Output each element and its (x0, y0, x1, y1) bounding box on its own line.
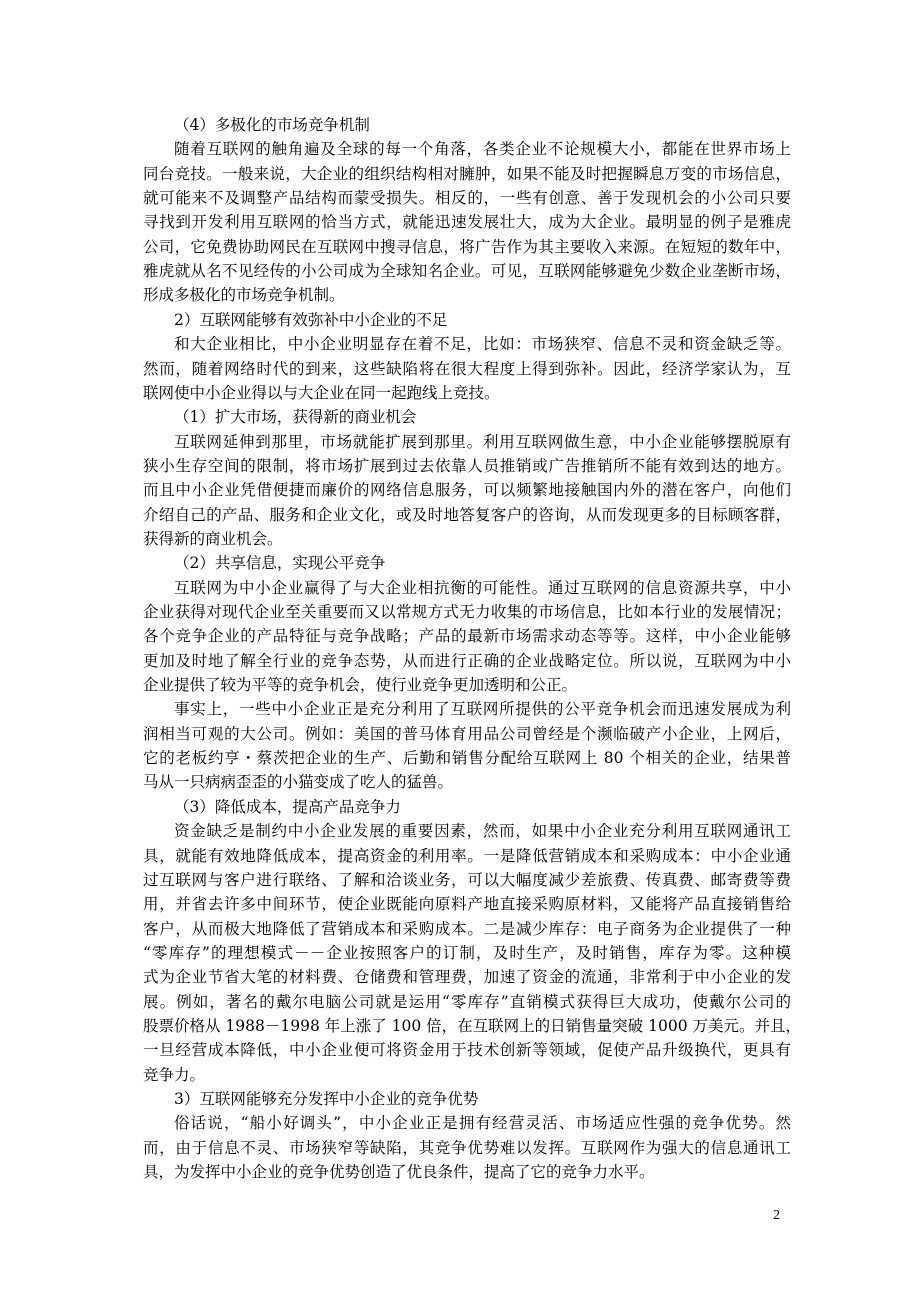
text-line: 然而，随着网络时代的到来，这些缺陷将在很大程度上得到弥补。因此，经济学家认为，互 (143, 359, 791, 378)
text-line: 和大企业相比，中小企业明显存在着不足，比如：市场狭窄、信息不灵和资金缺乏等。 (174, 335, 791, 354)
text-line: 联网使中小企业得以与大企业在同一起跑线上竞技。 (143, 383, 500, 402)
text-line: 它的老板约亨・蔡茨把企业的生产、后勤和销售分配给互联网上 80 个相关的企业，结果普 (143, 749, 791, 768)
text-line: 一旦经营成本降低，中小企业便可将资金用于技术创新等领域，促使产品升级换代，更具有 (143, 1041, 791, 1060)
text-line: 狭小生存空间的限制，将市场扩展到过去依靠人员推销或广告推销所不能有效到达的地方。 (143, 456, 791, 475)
text-line: 2）互联网能够有效弥补中小企业的不足 (174, 310, 448, 329)
text-line: 股票价格从 1988－1998 年上涨了 100 倍，在互联网上的日销售量突破 1000 万美元。并且， (143, 1016, 801, 1035)
text-line: 寻找到开发利用互联网的恰当方式，就能迅速发展壮大，成为大企业。最明显的例子是雅虎 (143, 213, 791, 232)
text-line: 润相当可观的大公司。例如：美国的普马体育用品公司曾经是个濒临破产小企业，上网后， (143, 724, 791, 743)
text-line: （1）扩大市场，获得新的商业机会 (174, 408, 417, 427)
text-line: 更加及时地了解全行业的竞争态势，从而进行正确的企业战略定位。所以说，互联网为中小 (143, 651, 791, 670)
text-line: 展。例如，著名的戴尔电脑公司就是运用“零库存”直销模式获得巨大成功，使戴尔公司的 (143, 992, 791, 1011)
text-line: 式为企业节省大笔的材料费、仓储费和管理费，加速了资金的流通，非常利于中小企业的发 (143, 968, 791, 987)
text-line: 企业获得对现代企业至关重要而又以常规方式无力收集的市场信息，比如本行业的发展情况； (143, 603, 791, 621)
text-line: 就可能来不及调整产品结构而蒙受损失。相反的，一些有创意、善于发现机会的小公司只要 (143, 189, 791, 208)
text-line: 过互联网与客户进行联络、了解和洽谈业务，可以大幅度减少差旅费、传真费、邮寄费等费 (143, 870, 791, 889)
text-line: 客户，从而极大地降低了营销成本和采购成本。二是减少库存：电子商务为企业提供了一种 (143, 919, 791, 938)
text-line: 具，为发挥中小企业的竞争优势创造了优良条件，提高了它的竞争力水平。 (143, 1163, 655, 1182)
text-line: 3）互联网能够充分发挥中小企业的竞争优势 (174, 1090, 479, 1108)
text-line: （2）共享信息，实现公平竞争 (174, 554, 386, 573)
text-line: 介绍自己的产品、服务和企业文化，或及时地答复客户的咨询，从而发现更多的目标顾客群， (143, 505, 791, 524)
text-line: “零库存”的理想模式－－企业按照客户的订制，及时生产，及时销售，库存为零。这种模 (143, 943, 791, 962)
text-line: 俗话说，“船小好调头”，中小企业正是拥有经营灵活、市场适应性强的竞争优势。然 (174, 1114, 791, 1133)
text-line: 企业提供了较为平等的竞争机会，使行业竞争更加透明和公正。 (143, 676, 578, 695)
text-line: （3）降低成本，提高产品竞争力 (174, 797, 401, 816)
text-line: 互联网延伸到那里，市场就能扩展到那里。利用互联网做生意，中小企业能够摆脱原有 (174, 432, 791, 451)
text-line: 而，由于信息不灵、市场狭窄等缺陷，其竞争优势难以发挥。互联网作为强大的信息通讯工 (143, 1138, 791, 1157)
text-line: 各个竞争企业的产品特征与竞争战略；产品的最新市场需求动态等等。这样，中小企业能够 (143, 627, 791, 646)
text-line: 获得新的商业机会。 (143, 529, 283, 548)
text-line: 资金缺乏是制约中小企业发展的重要因素，然而，如果中小企业充分利用互联网通讯工 (174, 822, 791, 841)
text-line: （4）多极化的市场竞争机制 (174, 116, 370, 134)
text-line: 互联网为中小企业赢得了与大企业相抗衡的可能性。通过互联网的信息资源共享，中小 (174, 578, 791, 597)
text-line: 事实上，一些中小企业正是充分利用了互联网所提供的公平竞争机会而迅速发展成为利 (174, 700, 791, 719)
text-line: 同台竞技。一般来说，大企业的组织结构相对臃肿，如果不能及时把握瞬息万变的市场信息， (143, 164, 791, 183)
text-line: 雅虎就从名不见经传的小公司成为全球知名企业。可见，互联网能够避免少数企业垄断市场， (143, 262, 791, 281)
text-line: 用，并省去许多中间环节，使企业既能向原料产地直接采购原材料，又能将产品直接销售给 (143, 895, 791, 914)
text-line: 马从一只病病歪歪的小猫变成了吃人的猛兽。 (143, 773, 454, 792)
text-line: 而且中小企业凭借便捷而廉价的网络信息服务，可以频繁地接触国内外的潜在客户，向他们 (143, 481, 791, 500)
text-line: 随着互联网的触角遍及全球的每一个角落，各类企业不论规模大小，都能在世界市场上 (174, 140, 791, 159)
text-line: 具，就能有效地降低成本，提高资金的利用率。一是降低营销成本和采购成本：中小企业通 (143, 846, 791, 865)
page-number: 2 (773, 1208, 780, 1223)
text-line: 公司，它免费协助网民在互联网中搜寻信息，将广告作为其主要收入来源。在短短的数年中， (143, 237, 791, 256)
text-line: 形成多极化的市场竞争机制。 (143, 286, 345, 305)
text-line: 竞争力。 (143, 1065, 206, 1084)
